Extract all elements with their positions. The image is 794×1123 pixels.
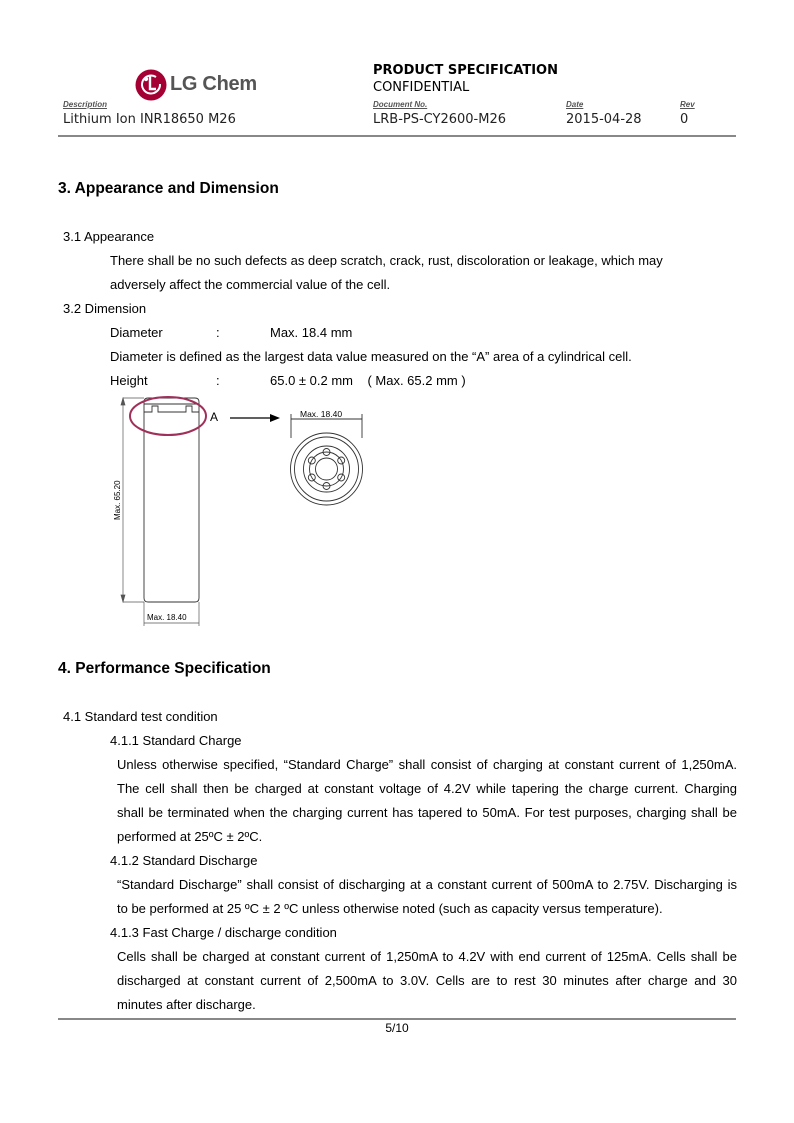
rev-label: Rev <box>680 100 695 109</box>
height-label: Height <box>110 373 148 388</box>
discharge-heading: 4.1.2 Standard Discharge <box>110 853 258 868</box>
charge-line-1: Unless otherwise specified, “Standard Charge” shall consist of charging at constant current of 1,250mA. <box>117 757 737 772</box>
fast-line-2: discharged at constant current of 2,500mA to 3.0V. Cells are to rest 30 minutes after charge and 30 <box>117 973 737 988</box>
doc-type: PRODUCT SPECIFICATION <box>373 63 558 78</box>
fast-line-1: Cells shall be charged at constant current of 1,250mA to 4.2V with end current of 125mA. Cells shall be <box>117 949 737 964</box>
height-dimension-label: Max. 65.20 <box>113 480 122 520</box>
confidentiality: CONFIDENTIAL <box>373 80 470 95</box>
charge-heading: 4.1.1 Standard Charge <box>110 733 242 748</box>
section4-title: 4. Performance Specification <box>58 660 271 677</box>
charge-line-3: shall be terminated when the charging current has tapered to 50mA. For test purposes, charging shall be <box>117 805 737 820</box>
charge-line-2: The cell shall then be charged at constant voltage of 4.2V while tapering the charge current. Charging <box>117 781 737 796</box>
docno-label: Document No. <box>373 100 428 109</box>
discharge-paragraph <box>117 873 737 921</box>
appearance-text-1: There shall be no such defects as deep scratch, crack, rust, discoloration or leakage, which may <box>110 253 663 268</box>
cell-dimension-drawing <box>100 390 400 630</box>
arrow-icon <box>230 414 280 422</box>
diameter-colon: : <box>216 325 220 340</box>
diameter-value: Max. 18.4 mm <box>270 325 353 340</box>
page-number: 5/10 <box>385 1021 409 1035</box>
appearance-text-2: adversely affect the commercial value of the cell. <box>110 277 391 292</box>
charge-paragraph <box>117 753 737 849</box>
company-logo <box>134 68 264 102</box>
description-label: Description <box>63 100 108 109</box>
appearance-heading: 3.1 Appearance <box>63 229 155 244</box>
fast-paragraph <box>117 945 737 1017</box>
area-a-highlight <box>130 397 206 435</box>
cell-top-view <box>291 414 363 505</box>
section3-title: 3. Appearance and Dimension <box>58 180 279 197</box>
height-value: 65.0 ± 0.2 mm ( Max. 65.2 mm ) <box>270 373 466 388</box>
discharge-line-1: “Standard Discharge” shall consist of discharging at a constant current of 500mA to 2.75V. Discharging is <box>117 877 737 892</box>
diameter-label: Diameter <box>110 325 163 340</box>
std-test-heading: 4.1 Standard test condition <box>63 709 218 724</box>
fast-line-3: minutes after discharge. <box>117 997 256 1012</box>
bottom-width-label: Max. 18.40 <box>147 613 187 622</box>
docno-value: LRB-PS-CY2600-M26 <box>373 112 506 127</box>
rev-value: 0 <box>680 112 689 127</box>
diameter-note: Diameter is defined as the largest data value measured on the “A” area of a cylindrical cell. <box>110 349 632 364</box>
cell-side-view <box>144 398 199 602</box>
description-value: Lithium Ion INR18650 M26 <box>63 112 236 127</box>
discharge-line-2: to be performed at 25 ºC ± 2 ºC unless otherwise noted (such as capacity versus temperature). <box>117 901 663 916</box>
charge-line-4: performed at 25ºC ± 2ºC. <box>117 829 263 844</box>
height-colon: : <box>216 373 220 388</box>
top-view-dimension-label: Max. 18.40 <box>300 409 343 419</box>
company-name: LG Chem <box>170 73 257 95</box>
dimension-heading: 3.2 Dimension <box>63 301 147 316</box>
header-rule <box>58 135 736 137</box>
lg-logo-icon <box>134 68 168 102</box>
area-a-label: A <box>210 410 219 424</box>
fast-heading: 4.1.3 Fast Charge / discharge condition <box>110 925 337 940</box>
footer-rule <box>58 1018 736 1020</box>
date-value: 2015-04-28 <box>566 112 642 127</box>
date-label: Date <box>566 100 584 109</box>
